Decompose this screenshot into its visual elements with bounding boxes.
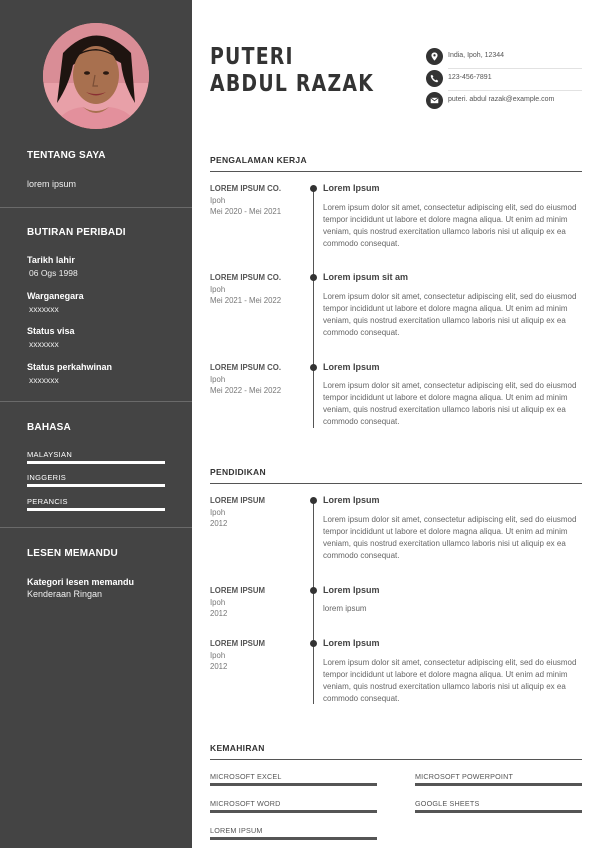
- job-company: LOREM IPSUM CO.: [210, 184, 282, 193]
- timeline-dot: [310, 587, 317, 594]
- timeline-dot: [310, 640, 317, 647]
- school-name: LOREM IPSUM: [210, 586, 266, 595]
- skills-title: KEMAHIRAN: [210, 743, 265, 753]
- skill-level-bar: [210, 837, 377, 840]
- section-rule: [210, 759, 582, 760]
- language-level-fill: [27, 508, 165, 511]
- divider: [0, 527, 192, 528]
- job-company: LOREM IPSUM CO.: [210, 273, 282, 282]
- divider: [0, 401, 192, 402]
- section-rule: [210, 483, 582, 484]
- profile-photo: [43, 23, 149, 129]
- candidate-name: [210, 44, 374, 98]
- about-text: lorem ipsum: [27, 179, 77, 189]
- language-level-bar: [27, 461, 165, 464]
- skill-level-bar: [415, 783, 582, 786]
- license-value: Kenderaan Ringan: [27, 589, 103, 599]
- school-year: 2012: [210, 609, 228, 618]
- skill-level-bar: [210, 810, 377, 813]
- job-dates: Mei 2021 - Mei 2022: [210, 296, 282, 305]
- contact-email[interactable]: [426, 90, 582, 112]
- skill-level-fill: [210, 810, 377, 813]
- job-dates: Mei 2022 - Mei 2022: [210, 386, 282, 395]
- skill-name: LOREM IPSUM: [210, 826, 263, 835]
- dob-label: Tarikh lahir: [27, 255, 75, 265]
- skill-name: MICROSOFT POWERPOINT: [415, 772, 514, 781]
- job-description: Lorem ipsum dolor sit amet, consectetur adipiscing elit, sed do eiusmod tempor incididunt ut labore et dolore magna aliqua. Ut enim ad minim veniam, quis nostrud exercitation ullamco laboris nisi ut aliquip ex ea commodo consequat.: [323, 381, 577, 426]
- section-rule: [210, 171, 582, 172]
- contact-address: [426, 46, 582, 68]
- language-level-bar: [27, 508, 165, 511]
- language-level-fill: [27, 484, 165, 487]
- job-description: Lorem ipsum dolor sit amet, consectetur adipiscing elit, sed do eiusmod tempor incididunt ut labore et dolore magna aliqua. Ut enim ad minim veniam, quis nostrud exercitation ullamco laboris nisi ut aliquip ex ea commodo consequat.: [323, 292, 577, 337]
- timeline-dot: [310, 185, 317, 192]
- degree-title: Lorem Ipsum: [323, 585, 380, 595]
- timeline-line: [313, 188, 314, 428]
- skill-level-fill: [210, 837, 377, 840]
- school-name: LOREM IPSUM: [210, 496, 266, 505]
- school-name: LOREM IPSUM: [210, 639, 266, 648]
- language-name: INGGERIS: [27, 473, 67, 482]
- degree-description: Lorem ipsum dolor sit amet, consectetur adipiscing elit, sed do eiusmod tempor incididunt ut labore et dolore magna aliqua. Ut enim ad minim veniam, quis nostrud exercitation ullamco laboris nisi ut aliquip ex ea commodo consequat.: [323, 515, 577, 560]
- skill-level-fill: [210, 783, 377, 786]
- job-city: Ipoh: [210, 285, 226, 294]
- job-company: LOREM IPSUM CO.: [210, 363, 282, 372]
- timeline-dot: [310, 274, 317, 281]
- skill-level-fill: [415, 783, 582, 786]
- languages-title: BAHASA: [27, 422, 71, 433]
- school-city: Ipoh: [210, 598, 226, 607]
- degree-description: Lorem ipsum dolor sit amet, consectetur adipiscing elit, sed do eiusmod tempor incididunt ut labore et dolore magna aliqua. Ut enim ad minim veniam, quis nostrud exercitation ullamco laboris nisi ut aliquip ex ea commodo consequat.: [323, 658, 577, 703]
- nationality-label: Warganegara: [27, 291, 84, 301]
- license-label: Kategori lesen memandu: [27, 577, 135, 587]
- avatar: [43, 23, 149, 129]
- license-title: LESEN MEMANDU: [27, 548, 118, 559]
- personal-title: BUTIRAN PERIBADI: [27, 227, 126, 238]
- divider: [0, 207, 192, 208]
- skill-name: MICROSOFT EXCEL: [210, 772, 282, 781]
- language-name: MALAYSIAN: [27, 450, 73, 459]
- skill-level-bar: [210, 783, 377, 786]
- language-level-bar: [27, 484, 165, 487]
- email-icon: [426, 92, 443, 109]
- job-city: Ipoh: [210, 196, 226, 205]
- school-year: 2012: [210, 519, 228, 528]
- nationality-value: xxxxxxx: [29, 304, 59, 314]
- education-title: PENDIDIKAN: [210, 467, 266, 477]
- sidebar: [0, 0, 192, 848]
- skill-name: MICROSOFT WORD: [210, 799, 281, 808]
- phone-icon: [426, 70, 443, 87]
- degree-description: lorem ipsum: [323, 604, 367, 613]
- experience-title: PENGALAMAN KERJA: [210, 155, 307, 165]
- school-city: Ipoh: [210, 508, 226, 517]
- language-name: PERANCIS: [27, 497, 68, 506]
- skill-level-fill: [415, 810, 582, 813]
- degree-title: Lorem Ipsum: [323, 638, 380, 648]
- contact-phone[interactable]: [426, 68, 582, 90]
- timeline-dot: [310, 364, 317, 371]
- school-year: 2012: [210, 662, 228, 671]
- degree-title: Lorem Ipsum: [323, 495, 380, 505]
- last-name: ABDUL RAZAK: [210, 71, 375, 97]
- job-city: Ipoh: [210, 375, 226, 384]
- first-name: PUTERI: [210, 44, 294, 70]
- school-city: Ipoh: [210, 651, 226, 660]
- job-description: Lorem ipsum dolor sit amet, consectetur adipiscing elit, sed do eiusmod tempor incididunt ut labore et dolore magna aliqua. Ut enim ad minim veniam, quis nostrud exercitation ullamco laboris nisi ut aliquip ex ea commodo consequat.: [323, 203, 577, 248]
- timeline-dot: [310, 497, 317, 504]
- visa-label: Status visa: [27, 326, 75, 336]
- job-title: Lorem Ipsum: [323, 362, 380, 372]
- timeline-line: [313, 500, 314, 704]
- phone-text[interactable]: 123-456-7891: [448, 74, 492, 81]
- marital-label: Status perkahwinan: [27, 362, 113, 372]
- skill-level-bar: [415, 810, 582, 813]
- location-pin-icon: [426, 48, 443, 65]
- skill-name: GOOGLE SHEETS: [415, 799, 480, 808]
- address-text: India, Ipoh, 12344: [448, 52, 505, 59]
- marital-value: xxxxxxx: [29, 375, 59, 385]
- visa-value: xxxxxxx: [29, 339, 59, 349]
- about-title: TENTANG SAYA: [27, 150, 106, 161]
- job-title: Lorem ipsum sit am: [323, 272, 409, 282]
- email-text[interactable]: puteri. abdul razak@example.com: [448, 96, 555, 103]
- job-dates: Mei 2020 - Mei 2021: [210, 207, 282, 216]
- dob-value: 06 Ogs 1998: [29, 268, 78, 278]
- job-title: Lorem Ipsum: [323, 183, 380, 193]
- language-level-fill: [27, 461, 165, 464]
